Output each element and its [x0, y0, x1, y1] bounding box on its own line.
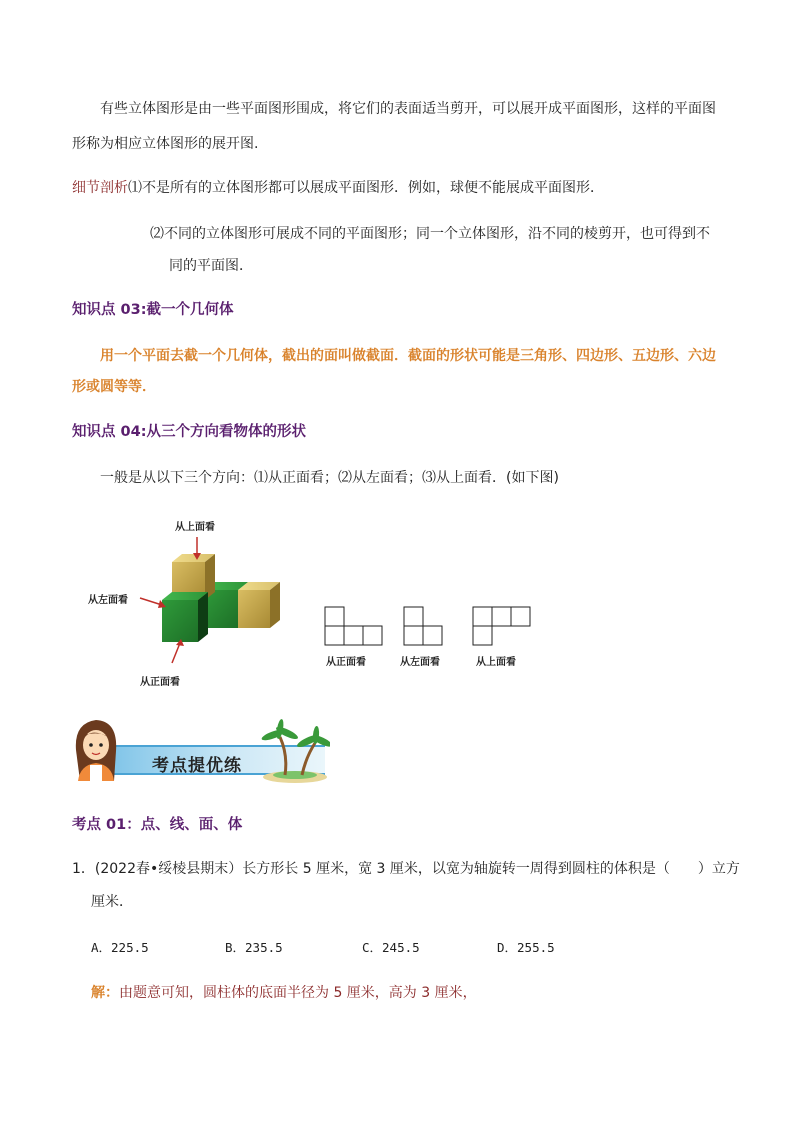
detail-point-1-text: ⑴不是所有的立体图形都可以展成平面图形．例如，球便不能展成平面图形． — [128, 180, 604, 196]
caption-top-view: 从上面看 — [476, 657, 516, 668]
solution-line — [91, 983, 477, 1003]
banner-title: 考点提优练 — [152, 756, 242, 776]
option-a: A．225.5 — [91, 940, 149, 955]
option-b: B．235.5 — [225, 940, 283, 955]
caption-front-view: 从正面看 — [326, 657, 366, 668]
kp04-line-1: 一般是从以下三个方向：⑴从正面看；⑵从左面看；⑶从上面看．(如下图) — [100, 470, 559, 486]
top-view-grid — [473, 607, 530, 645]
wood-cube-right — [238, 582, 280, 628]
kp03-title: 知识点 03:截一个几何体 — [72, 302, 234, 318]
solution-text: 由题意可知，圆柱体的底面半径为 5 厘米，高为 3 厘米， — [119, 985, 477, 1001]
q1-line-2: 厘米． — [91, 894, 133, 910]
detail-point-2-line-2: 同的平面图． — [169, 258, 253, 274]
cubes-illustration — [80, 515, 550, 695]
kp03-line-2: 形或圆等等． — [72, 379, 156, 395]
detail-point-1 — [72, 178, 604, 198]
option-c: C．245.5 — [362, 940, 420, 955]
kp03-line-1: 用一个平面去截一个几何体，截出的面叫做截面．截面的形状可能是三角形、四边形、五边形、六边 — [100, 348, 716, 364]
three-view-figure — [80, 515, 550, 695]
label-from-left: 从左面看 — [88, 595, 128, 606]
detail-label: 细节剖析 — [72, 180, 128, 196]
q1-line-1: 1．(2022春•绥棱县期末）长方形长 5 厘米，宽 3 厘米，以宽为轴旋转一周得到圆柱的体积是（ ）立方 — [72, 861, 740, 877]
caption-left-view: 从左面看 — [400, 657, 440, 668]
girl-illustration — [76, 720, 116, 781]
left-view-grid — [404, 607, 442, 645]
detail-point-2-line-1: ⑵不同的立体图形可展成不同的平面图形；同一个立体图形，沿不同的棱剪开，也可得到不 — [150, 226, 710, 242]
label-from-top: 从上面看 — [175, 522, 215, 533]
arrow-front — [172, 639, 184, 663]
green-cube-front — [162, 592, 208, 642]
kp04-title: 知识点 04:从三个方向看物体的形状 — [72, 424, 307, 440]
solution-label: 解： — [91, 985, 119, 1001]
label-from-front: 从正面看 — [140, 677, 180, 688]
arrow-left — [140, 598, 166, 608]
front-view-grid — [325, 607, 382, 645]
kd01-title: 考点 01：点、线、面、体 — [72, 817, 243, 833]
option-d: D．255.5 — [497, 940, 555, 955]
intro-line-2: 形称为相应立体图形的展开图. — [72, 136, 259, 152]
intro-line-1: 有些立体图形是由一些平面图形围成，将它们的表面适当剪开，可以展开成平面图形，这样的平面图 — [100, 101, 716, 117]
practice-banner — [70, 715, 330, 790]
